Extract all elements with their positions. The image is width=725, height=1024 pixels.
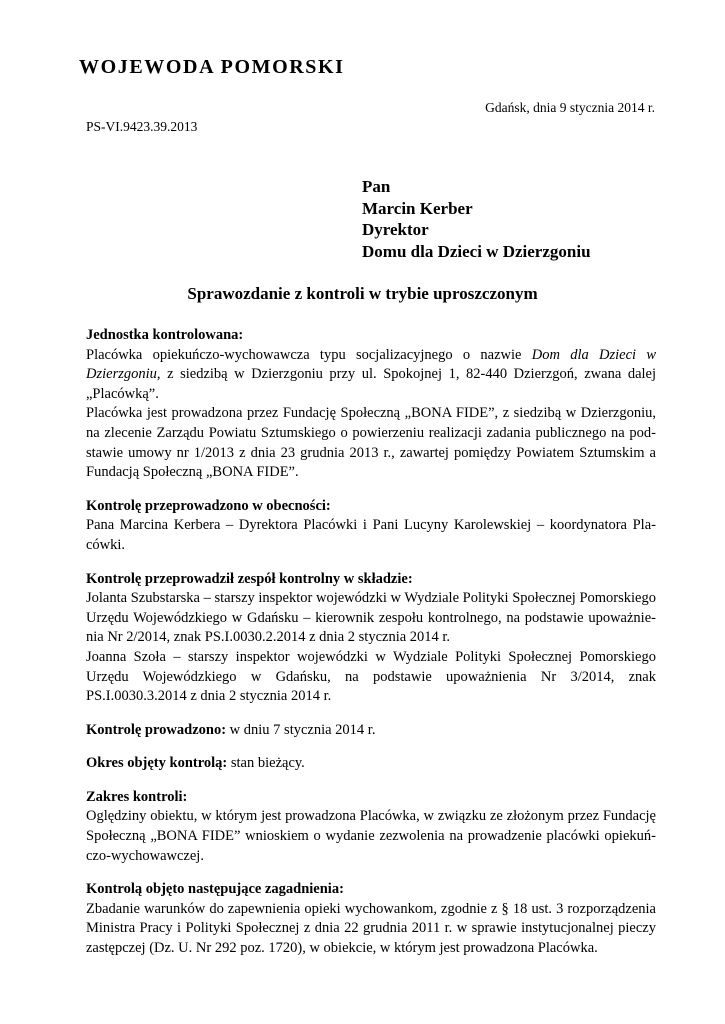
- section-heading: Zakres kontroli:: [86, 788, 188, 805]
- recipient-block: [362, 176, 591, 262]
- issues-paragraph: Zbadanie warunków do zapewnienia opieki wychowankom, zgodnie z § 18 ust. 3 rozporządzenia Ministra Pracy i Polityki Społecznej z dnia 22 grudnia 2011 r. w sprawie instytucjonalnej pieczy zastępczej (Dz. U. Nr 292 poz. 1720), w obiekcie, w którym jest prowadzona Placówka.: [86, 900, 656, 957]
- date-line: [86, 721, 656, 741]
- section-issues: [86, 880, 656, 958]
- recipient-name: Marcin Kerber: [362, 198, 473, 218]
- recipient-institution: Domu dla Dzieci w Dzierzgoniu: [362, 241, 591, 261]
- period-text: stan bieżący.: [227, 755, 305, 772]
- unit-text-after: z siedzibą w Dzierzgoniu przy ul. Spokojnej 1, 82-440 Dzierzgoń, zwana dalej „Placówką”.: [86, 366, 656, 402]
- period-line: [86, 754, 656, 774]
- section-heading: Okres objęty kontrolą:: [86, 755, 228, 772]
- scope-paragraph: Oględziny obiektu, w którym jest prowadzona Placówka, w związku ze złożonym przez Fundację Społeczną „BONA FIDE” wnioskiem o wydanie zezwolenia na prowadzenie placówki opiekuńczo-wychowawczej.: [86, 808, 656, 864]
- section-heading: Kontrolę przeprowadzono w obecności:: [86, 497, 331, 514]
- recipient-role: Dyrektor: [362, 220, 429, 239]
- section-heading: Kontrolą objęto następujące zagadnienia:: [86, 881, 344, 898]
- unit-paragraph-1: [86, 346, 656, 405]
- section-heading: Jednostka kontrolowana:: [86, 327, 244, 343]
- unit-paragraph-2: Placówka jest prowadzona przez Fundację Społeczną „BONA FIDE”, z siedzibą w Dzierzgoniu, na zlecenie Zarządu Powiatu Sztumskiego o powierzeniu realizacji zadania publicznego na podstawie umowy nr 1/2013 z dnia 23 grudnia 2013 r., zawartej pomiędzy Powiatem Sztumskim a Fundacją Społeczną „BONA FIDE”.: [86, 405, 656, 481]
- section-date: [86, 721, 656, 741]
- team-member-1: Jolanta Szubstarska – starszy inspektor wojewódzki w Wydziale Polityki Społecznej Pomorskiego Urzędu Wojewódzkiego w Gdańsku – kierownik zespołu kontrolnego, na podstawie upoważnienia Nr 2/2014, znak PS.I.0030.2.2014 z dnia 2 stycznia 2014 r.: [86, 590, 656, 646]
- section-presence: [86, 497, 656, 556]
- document-title: Sprawozdanie z kontroli w trybie uproszczonym: [187, 284, 538, 303]
- unit-name-italic: Dom dla Dzieci w Dzierzgoniu,: [86, 346, 656, 383]
- section-heading: Kontrolę przeprowadził zespół kontrolny w składzie:: [86, 570, 413, 587]
- recipient-salutation: Pan: [362, 177, 391, 196]
- section-team: [86, 570, 656, 707]
- place-and-date: Gdańsk, dnia 9 stycznia 2014 r.: [485, 100, 655, 115]
- date-text: w dniu 7 stycznia 2014 r.: [226, 721, 376, 738]
- section-heading: Kontrolę prowadzono:: [86, 721, 227, 738]
- presence-paragraph: Pana Marcina Kerbera – Dyrektora Placówki i Pani Lucyny Karolewskiej – koordynatora Placówki.: [86, 517, 656, 553]
- section-period: [86, 754, 656, 774]
- section-unit: [86, 326, 656, 483]
- issuing-authority: WOJEWODA POMORSKI: [79, 56, 345, 78]
- section-scope: [86, 788, 656, 866]
- unit-text-before: Placówka opiekuńczo-wychowawcza typu socjalizacyjnego o nazwie: [86, 346, 532, 363]
- document-body: [86, 326, 656, 959]
- reference-number: PS-VI.9423.39.2013: [86, 119, 198, 134]
- team-member-2: Joanna Szoła – starszy inspektor wojewódzki w Wydziale Polityki Społecznej Pomorskiego Urzędu Wojewódzkiego w Gdańsku, na podstawie upoważnienia Nr 3/2014, znak PS.I.0030.3.2014 z dnia 2 stycznia 2014 r.: [86, 648, 656, 705]
